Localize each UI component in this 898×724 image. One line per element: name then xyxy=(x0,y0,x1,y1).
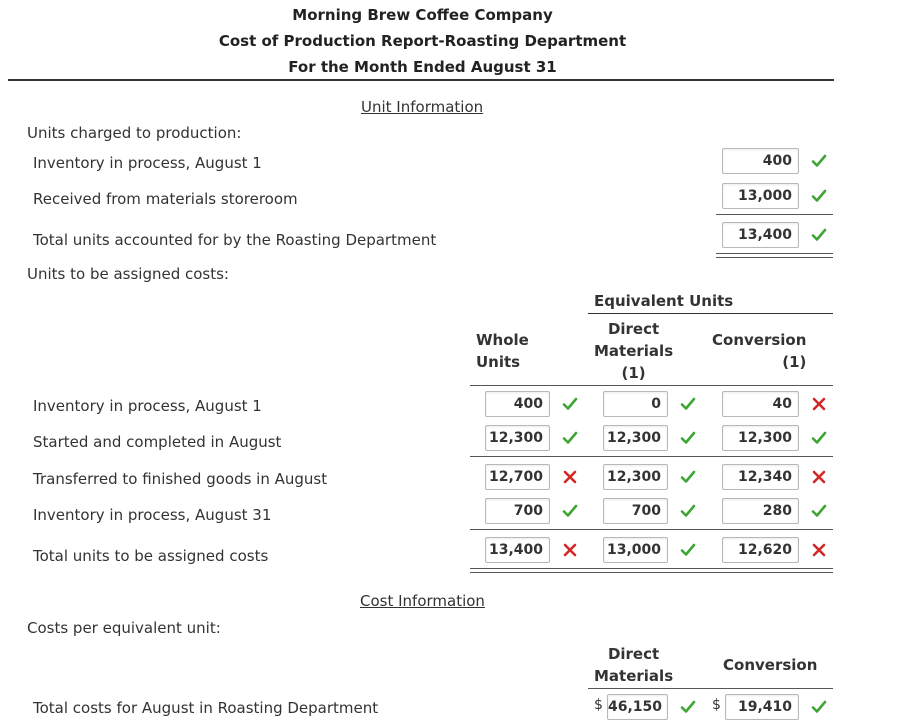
check-icon xyxy=(680,469,696,485)
col-header-whole-units: Whole Units xyxy=(476,331,529,371)
cross-icon xyxy=(811,396,827,412)
check-icon xyxy=(562,430,578,446)
table-row-label: Total units to be assigned costs xyxy=(33,547,269,565)
input-dm-started-completed[interactable]: 12,300 xyxy=(603,425,668,451)
currency-symbol: $ xyxy=(712,697,721,713)
table-row-label: Inventory in process, August 1 xyxy=(33,397,262,415)
total-double-rule-whole xyxy=(470,568,588,573)
check-icon xyxy=(680,396,696,412)
input-whole-total[interactable]: 13,400 xyxy=(485,537,550,563)
table-row-label: Transferred to finished goods in August xyxy=(33,470,328,488)
input-total-accounted[interactable]: 13,400 xyxy=(722,222,799,248)
check-icon xyxy=(811,699,827,715)
row-label-inventory-aug1: Inventory in process, August 1 xyxy=(33,154,262,172)
input-cost-conv[interactable]: 19,410 xyxy=(725,694,799,720)
total-double-rule-dm xyxy=(588,568,706,573)
check-icon xyxy=(680,430,696,446)
input-received[interactable]: 13,000 xyxy=(722,183,799,209)
cross-icon xyxy=(562,542,578,558)
report-title: Cost of Production Report-Roasting Department xyxy=(218,32,627,50)
units-charged-label: Units charged to production: xyxy=(27,124,242,142)
input-whole-started-completed[interactable]: 12,300 xyxy=(485,425,550,451)
cost-col-header-direct-materials: Direct Materials xyxy=(594,645,674,685)
row-label-total-accounted: Total units accounted for by the Roasting Department xyxy=(33,231,437,249)
header-rule xyxy=(8,79,834,81)
cost-col-rule-conv xyxy=(706,688,833,689)
equivalent-units-header: Equivalent Units xyxy=(594,292,734,310)
row-rule-dm xyxy=(588,529,706,530)
input-dm-total[interactable]: 13,000 xyxy=(603,537,668,563)
input-conv-started-completed[interactable]: 12,300 xyxy=(722,425,799,451)
row-rule-conv xyxy=(706,529,833,530)
input-conv-transferred[interactable]: 12,340 xyxy=(722,464,799,490)
col-header-direct-materials: Direct Materials (1) xyxy=(594,320,674,382)
check-icon xyxy=(562,503,578,519)
check-icon xyxy=(811,227,827,243)
check-icon xyxy=(811,188,827,204)
col-rule-dm xyxy=(588,385,706,386)
input-conv-total[interactable]: 12,620 xyxy=(722,537,799,563)
input-inventory-aug1[interactable]: 400 xyxy=(722,148,799,174)
currency-symbol: $ xyxy=(594,697,603,713)
check-icon xyxy=(680,542,696,558)
input-dm-inventory-aug1[interactable]: 0 xyxy=(603,391,668,417)
table-row-label: Inventory in process, August 31 xyxy=(33,506,272,524)
total-costs-label: Total costs for August in Roasting Department xyxy=(33,699,379,717)
input-whole-inventory-aug31[interactable]: 700 xyxy=(485,498,550,524)
input-dm-inventory-aug31[interactable]: 700 xyxy=(603,498,668,524)
check-icon xyxy=(562,396,578,412)
units-assigned-label: Units to be assigned costs: xyxy=(27,265,229,283)
unit-info-title: Unit Information xyxy=(361,98,484,116)
input-cost-dm[interactable]: 46,150 xyxy=(607,694,668,720)
check-icon xyxy=(680,503,696,519)
total-double-rule-conv xyxy=(706,568,833,573)
row-rule-dm xyxy=(588,456,706,457)
input-dm-transferred[interactable]: 12,300 xyxy=(603,464,668,490)
row-label-received: Received from materials storeroom xyxy=(33,190,298,208)
cross-icon xyxy=(811,469,827,485)
costs-per-unit-label: Costs per equivalent unit: xyxy=(27,619,221,637)
cross-icon xyxy=(811,542,827,558)
row-rule-whole xyxy=(470,456,588,457)
input-conv-inventory-aug31[interactable]: 280 xyxy=(722,498,799,524)
input-conv-inventory-aug1[interactable]: 40 xyxy=(722,391,799,417)
report-period: For the Month Ended August 31 xyxy=(288,58,557,76)
cross-icon xyxy=(562,469,578,485)
subtotal-rule xyxy=(716,214,833,215)
company-name: Morning Brew Coffee Company xyxy=(292,6,553,24)
check-icon xyxy=(811,153,827,169)
cost-info-title: Cost Information xyxy=(360,592,485,610)
check-icon xyxy=(680,699,696,715)
row-rule-whole xyxy=(470,529,588,530)
equivalent-units-rule xyxy=(588,313,833,314)
input-whole-transferred[interactable]: 12,700 xyxy=(485,464,550,490)
col-header-conversion: Conversion (1) xyxy=(712,331,807,371)
cost-col-header-conversion: Conversion xyxy=(723,656,818,674)
row-rule-conv xyxy=(706,456,833,457)
table-row-label: Started and completed in August xyxy=(33,433,282,451)
check-icon xyxy=(811,430,827,446)
check-icon xyxy=(811,503,827,519)
input-whole-inventory-aug1[interactable]: 400 xyxy=(485,391,550,417)
total-double-rule xyxy=(716,253,833,258)
col-rule-whole xyxy=(470,385,588,386)
col-rule-conv xyxy=(706,385,833,386)
cost-col-rule-dm xyxy=(588,688,706,689)
